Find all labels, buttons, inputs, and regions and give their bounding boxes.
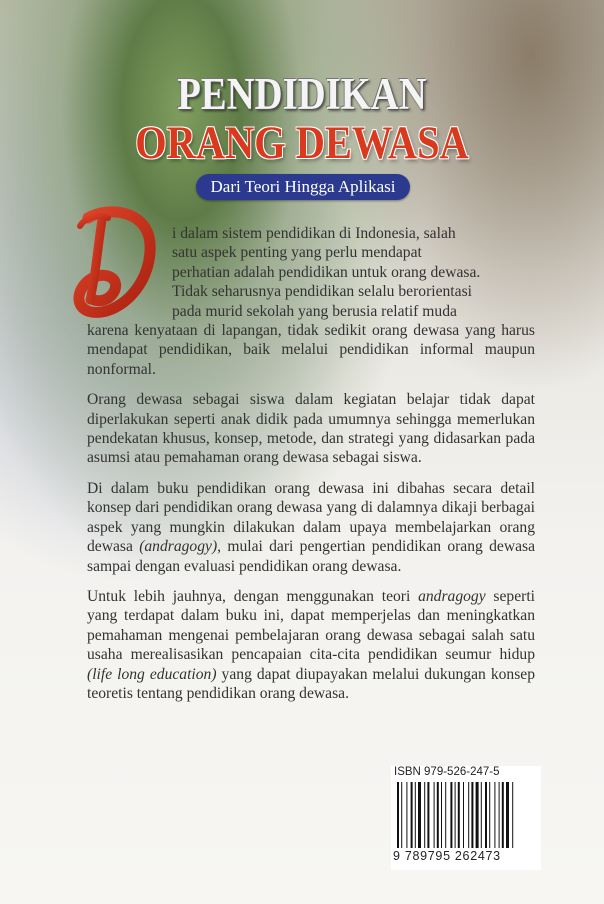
barcode-bar — [437, 782, 439, 848]
barcode-bar — [401, 782, 402, 848]
barcode-bar — [415, 782, 416, 848]
book-title-line1: PENDIDIKAN — [177, 69, 427, 119]
barcode-bar — [506, 782, 509, 848]
barcode-bar — [499, 782, 500, 848]
barcode-bar — [502, 782, 504, 848]
paragraph-1-dropcap-lines — [87, 224, 535, 321]
barcode-bar — [406, 782, 407, 848]
barcode-bar — [411, 782, 413, 848]
text-run: Di dalam buku pendidikan orang dewasa ini dibahas secara detail konsep dari pendidikan orang dewasa yang di dalamnya dikaji berbagai aspek yang mungkin dilakukan dalam upaya membelajarkan orang dewasa — [87, 479, 535, 556]
barcode-bar — [468, 782, 469, 848]
isbn-barcode-block — [391, 766, 541, 870]
italic-term: andragogy — [418, 587, 486, 605]
barcode-bar — [463, 782, 464, 848]
text-run: Untuk lebih jauhnya, dengan menggunakan teori — [87, 587, 419, 605]
paragraph-2: Orang dewasa sebagai siswa dalam kegiatan belajar tidak dapat diperlakukan seperti anak didik pada umumnya sehingga memerlukan pendekatan khusus, konsep, metode, dan strategi yang didasarkan pada asumsi atau pemahaman orang dewasa sebagai siswa. — [87, 391, 535, 467]
barcode-bar — [458, 782, 460, 848]
paragraph-1 — [87, 224, 535, 379]
text-line: perhatian adalah pendidikan untuk orang dewasa. — [172, 263, 481, 281]
barcode-bar — [397, 782, 399, 848]
barcode-bar — [427, 782, 429, 848]
text-line: i dalam sistem pendidikan di Indonesia, salah — [172, 225, 456, 242]
barcode-bar — [494, 782, 495, 848]
barcode-digits: 9 789795 262473 — [393, 849, 501, 863]
subtitle-badge: Dari Teori Hingga Aplikasi — [196, 174, 410, 200]
back-cover-blurb — [87, 224, 535, 714]
italic-term: (life long education) — [87, 665, 217, 683]
paragraph-3 — [87, 479, 535, 576]
isbn-label: ISBN 979-526-247-5 — [394, 766, 500, 778]
barcode-bar — [441, 782, 442, 848]
barcode-bar — [476, 782, 479, 848]
barcode-bar — [418, 782, 421, 848]
italic-term: (andragogy) — [139, 538, 218, 556]
barcode-bar — [489, 782, 490, 848]
barcode-icon — [397, 782, 537, 852]
barcode-bar — [445, 782, 446, 848]
text-run: seperti yang terdapat dalam buku ini, dapat memperjelas dan meningkatkan pemahaman mengenai pembelajaran orang dewasa sebagai salah satu usaha merealisasikan pencapaian cita-cita pendidikan seumur hidup — [87, 587, 535, 664]
paragraph-4 — [87, 587, 535, 703]
text-line: satu aspek penting yang perlu mendapat — [172, 244, 422, 262]
barcode-bar — [455, 782, 456, 848]
book-title-line2: ORANG DEWASA — [135, 117, 469, 169]
text-line: karena kenyataan di lapangan, tidak sedikit orang dewasa yang harus mendapat pendidikan, baik melalui pendidikan informal maupun nonformal. — [87, 322, 535, 378]
barcode-bar — [450, 782, 452, 848]
barcode-bar — [434, 782, 435, 848]
text-run: , mulai dari pengertian pendidikan orang dewasa sampai dengan evaluasi pendidikan orang dewasa. — [87, 538, 535, 575]
barcode-bar — [485, 782, 487, 848]
text-run: yang dapat diupayakan melalui dukungan konsep teoretis tentang pendidikan orang dewasa. — [87, 665, 535, 702]
barcode-bar — [512, 782, 513, 848]
text-line: Tidak seharusnya pendidikan selalu berorientasi — [172, 283, 472, 301]
text-line: pada murid sekolah yang berusia relatif muda — [172, 302, 457, 320]
barcode-bar — [471, 782, 473, 848]
barcode-bar — [424, 782, 425, 848]
barcode-bar — [481, 782, 482, 848]
